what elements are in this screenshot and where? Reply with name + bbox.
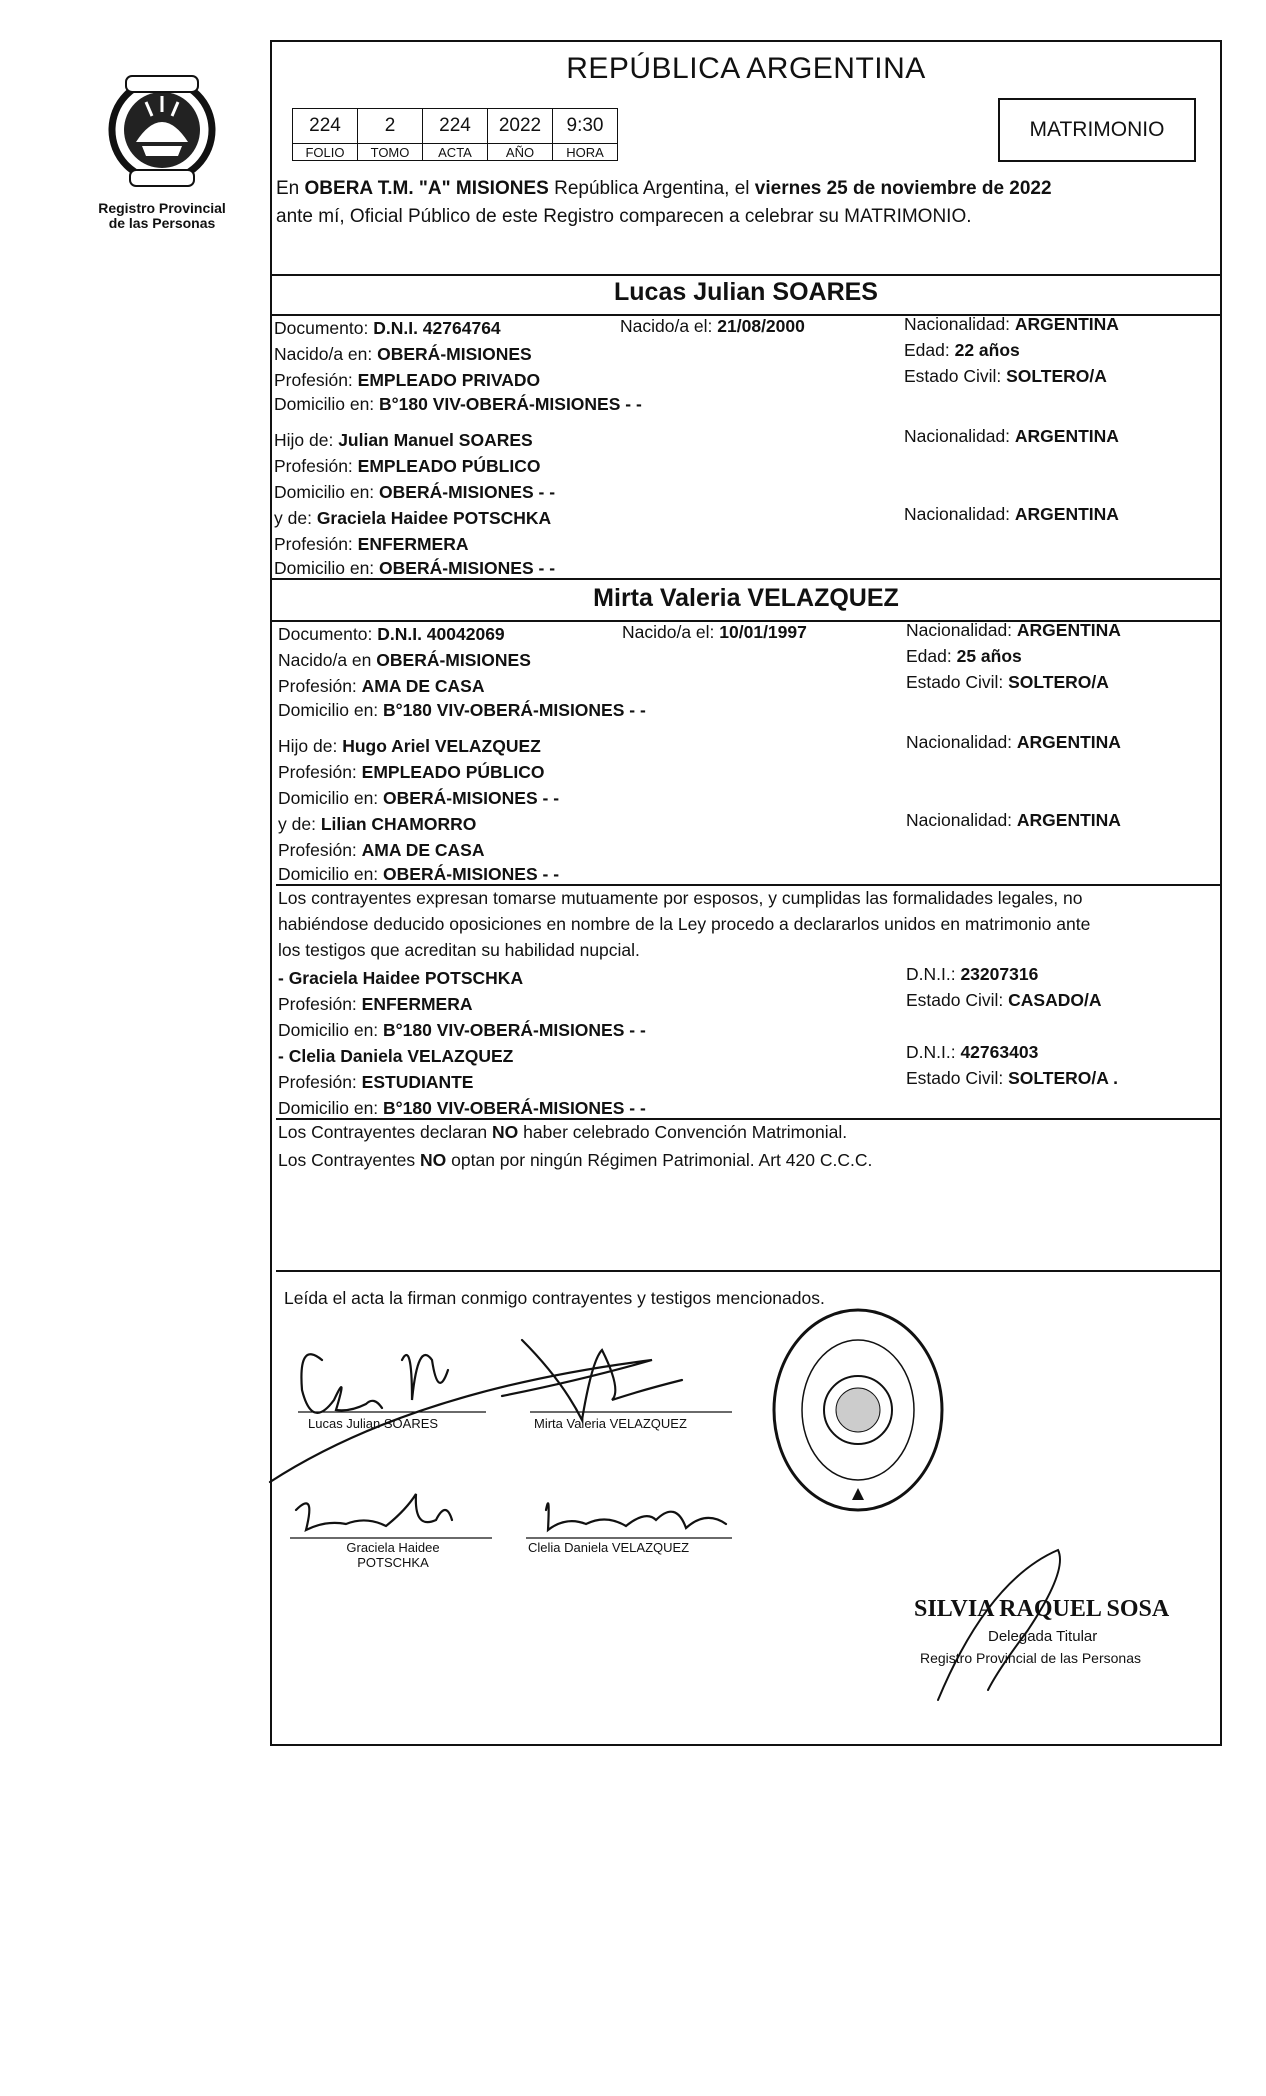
label: Domicilio en: xyxy=(278,864,384,884)
misiones-seal-icon xyxy=(106,72,218,192)
witness-2-signature-icon xyxy=(546,1503,726,1530)
label: Nacionalidad: xyxy=(904,426,1015,446)
value: Julian Manuel SOARES xyxy=(338,430,533,450)
official-signature-icon xyxy=(918,1540,1158,1710)
label: Domicilio en: xyxy=(278,700,384,720)
groom-documento xyxy=(274,318,501,339)
divider xyxy=(270,578,1222,580)
hora-value: 9:30 xyxy=(553,109,618,144)
tomo-label: TOMO xyxy=(358,144,423,161)
groom-mother-nacionalidad xyxy=(904,504,1119,525)
folio-value: 224 xyxy=(293,109,358,144)
bride-profesion xyxy=(278,676,484,697)
text: Los Contrayentes declaran xyxy=(278,1122,493,1142)
bride-father-name xyxy=(278,736,541,757)
groom-father-profesion xyxy=(274,456,540,477)
divider xyxy=(276,1270,1222,1272)
hora-label: HORA xyxy=(553,144,618,161)
value: SOLTERO/A . xyxy=(1008,1068,1118,1088)
label: Nacionalidad: xyxy=(906,620,1017,640)
value: D.N.I. 40042069 xyxy=(377,624,505,644)
value: ARGENTINA xyxy=(1014,426,1119,446)
bride-father-nacionalidad xyxy=(906,732,1121,753)
folio-label: FOLIO xyxy=(293,144,358,161)
bride-signature-name: Mirta Valeria VELAZQUEZ xyxy=(534,1416,687,1431)
declaration-line-1: Los contrayentes expresan tomarse mutuamente por esposos, y cumplidas las formalidades legales, no xyxy=(278,888,1083,908)
groom-signature-stroke-icon xyxy=(402,1355,448,1400)
groom-name: Lucas Julian SOARES xyxy=(614,278,878,306)
registry-logo xyxy=(92,72,232,231)
text-bold: NO xyxy=(420,1150,447,1170)
witness-1-estado-civil xyxy=(906,990,1101,1011)
value: SOLTERO/A xyxy=(1006,366,1107,386)
label: Nacido/a en xyxy=(278,650,377,670)
act-type-box: MATRIMONIO xyxy=(998,98,1196,162)
intro-place: OBERA T.M. "A" MISIONES xyxy=(304,178,549,199)
declaration-line-2: habiéndose deducido oposiciones en nombre de la Ley procedo a declararlos unidos en matrimonio ante xyxy=(278,914,1091,934)
label: Estado Civil: xyxy=(906,672,1009,692)
convention-line-1 xyxy=(278,1122,847,1143)
label: Domicilio en: xyxy=(278,788,384,808)
value: ENFERMERA xyxy=(357,534,469,554)
acta-value: 224 xyxy=(423,109,488,144)
value: Graciela Haidee POTSCHKA xyxy=(316,508,552,528)
bride-domicilio xyxy=(278,700,646,721)
registry-table xyxy=(292,108,618,161)
groom-edad xyxy=(904,340,1020,361)
groom-mother-domicilio xyxy=(274,558,555,579)
label: Hijo de: xyxy=(278,736,343,756)
value: AMA DE CASA xyxy=(361,840,485,860)
groom-domicilio xyxy=(274,394,642,415)
value: AMA DE CASA xyxy=(361,676,485,696)
witness-1-name: - Graciela Haidee POTSCHKA xyxy=(278,968,524,988)
value: OBERÁ-MISIONES - - xyxy=(379,558,556,578)
anio-value: 2022 xyxy=(488,109,553,144)
intro-pre: En xyxy=(276,178,305,199)
value: EMPLEADO PRIVADO xyxy=(357,370,541,390)
label: Nacionalidad: xyxy=(906,810,1017,830)
label: Profesión: xyxy=(274,456,358,476)
groom-mother-name xyxy=(274,508,551,529)
groom-father-domicilio xyxy=(274,482,555,503)
acta-label: ACTA xyxy=(423,144,488,161)
bride-documento xyxy=(278,624,505,645)
label: Domicilio en: xyxy=(274,394,380,414)
value: ESTUDIANTE xyxy=(361,1072,474,1092)
label: Profesión: xyxy=(278,994,362,1014)
label: Nacionalidad: xyxy=(906,732,1017,752)
signatures-scribble xyxy=(262,1300,762,1490)
value: D.N.I. 42764764 xyxy=(373,318,501,338)
value: OBERÁ-MISIONES - - xyxy=(379,482,556,502)
witness-2-estado-civil xyxy=(906,1068,1118,1089)
label: Profesión: xyxy=(274,534,358,554)
value: ENFERMERA xyxy=(361,994,473,1014)
intro-date: viernes 25 de noviembre de 2022 xyxy=(754,178,1052,199)
groom-mother-profesion xyxy=(274,534,469,555)
value: 10/01/1997 xyxy=(719,622,807,642)
label: Profesión: xyxy=(278,762,362,782)
value: ARGENTINA xyxy=(1014,504,1119,524)
logo-line-2: de las Personas xyxy=(108,215,216,231)
value: B°180 VIV-OBERÁ-MISIONES - - xyxy=(383,1020,646,1040)
bride-nacionalidad xyxy=(906,620,1121,641)
groom-nacido-el xyxy=(620,316,805,337)
value: OBERÁ-MISIONES xyxy=(377,344,532,364)
value: B°180 VIV-OBERÁ-MISIONES - - xyxy=(379,394,642,414)
tomo-value: 2 xyxy=(358,109,423,144)
label: Nacido/a el: xyxy=(620,316,718,336)
text: Los Contrayentes xyxy=(278,1150,421,1170)
bride-father-profesion xyxy=(278,762,544,783)
value: 23207316 xyxy=(960,964,1039,984)
intro-mid: República Argentina, el xyxy=(548,178,755,199)
groom-signature-icon xyxy=(301,1354,382,1413)
label: Estado Civil: xyxy=(906,1068,1009,1088)
value: Hugo Ariel VELAZQUEZ xyxy=(342,736,541,756)
intro-line-1 xyxy=(276,178,1052,200)
groom-signature-name: Lucas Julian SOARES xyxy=(308,1416,439,1431)
value: CASADO/A xyxy=(1008,990,1102,1010)
value: ARGENTINA xyxy=(1016,810,1121,830)
value: B°180 VIV-OBERÁ-MISIONES - - xyxy=(383,1098,646,1118)
value: 21/08/2000 xyxy=(717,316,805,336)
label: y de: xyxy=(274,508,317,528)
label: Nacionalidad: xyxy=(904,504,1015,524)
bride-edad xyxy=(906,646,1022,667)
value: 42763403 xyxy=(960,1042,1039,1062)
label: Domicilio en: xyxy=(274,482,380,502)
label: Estado Civil: xyxy=(906,990,1009,1010)
bride-signature-icon xyxy=(522,1340,682,1420)
value: OBERÁ-MISIONES xyxy=(376,650,531,670)
value: 22 años xyxy=(954,340,1020,360)
value: EMPLEADO PÚBLICO xyxy=(357,456,541,476)
witness-1-profesion xyxy=(278,994,473,1015)
convention-line-2 xyxy=(278,1150,872,1171)
text: haber celebrado Convención Matrimonial. xyxy=(518,1122,848,1142)
closing-text: Leída el acta la firman conmigo contrayentes y testigos mencionados. xyxy=(284,1288,825,1308)
label: Profesión: xyxy=(274,370,358,390)
bride-nacido-en xyxy=(278,650,531,671)
witness-1-dni xyxy=(906,964,1038,985)
declaration-line-3: los testigos que acreditan su habilidad nupcial. xyxy=(278,940,640,960)
label: Profesión: xyxy=(278,676,362,696)
value: B°180 VIV-OBERÁ-MISIONES - - xyxy=(383,700,646,720)
logo-line-1: Registro Provincial xyxy=(98,200,226,216)
value: ARGENTINA xyxy=(1016,732,1121,752)
label: Estado Civil: xyxy=(904,366,1007,386)
intro-line-2: ante mí, Oficial Público de este Registro comparecen a celebrar su MATRIMONIO. xyxy=(276,206,972,227)
witness-2-signature-name: Clelia Daniela VELAZQUEZ xyxy=(528,1540,690,1555)
official-org: Registro Provincial de las Personas xyxy=(920,1650,1141,1666)
value: ARGENTINA xyxy=(1014,314,1119,334)
official-stamp-icon xyxy=(768,1300,948,1530)
label: Hijo de: xyxy=(274,430,339,450)
witness-1-signature-name xyxy=(338,1540,448,1570)
divider xyxy=(276,1118,1222,1120)
witness-1-domicilio xyxy=(278,1020,646,1041)
groom-father-name xyxy=(274,430,533,451)
bride-mother-profesion xyxy=(278,840,484,861)
label: Domicilio en: xyxy=(274,558,380,578)
label: Domicilio en: xyxy=(278,1098,384,1118)
groom-nacionalidad xyxy=(904,314,1119,335)
label: Nacido/a en: xyxy=(274,344,378,364)
witness-2-domicilio xyxy=(278,1098,646,1119)
label: Documento: xyxy=(278,624,378,644)
label: Nacionalidad: xyxy=(904,314,1015,334)
official-role: Delegada Titular xyxy=(988,1628,1098,1645)
label: Documento: xyxy=(274,318,374,338)
groom-profesion xyxy=(274,370,540,391)
value: EMPLEADO PÚBLICO xyxy=(361,762,545,782)
text-bold: NO xyxy=(492,1122,519,1142)
logo-caption xyxy=(92,201,232,231)
label: Domicilio en: xyxy=(278,1020,384,1040)
value: Lilian CHAMORRO xyxy=(320,814,477,834)
groom-nacido-en xyxy=(274,344,532,365)
label: Profesión: xyxy=(278,840,362,860)
witness-2-name: - Clelia Daniela VELAZQUEZ xyxy=(278,1046,514,1066)
groom-father-nacionalidad xyxy=(904,426,1119,447)
value: SOLTERO/A xyxy=(1008,672,1109,692)
bride-mother-domicilio xyxy=(278,864,559,885)
bride-mother-name xyxy=(278,814,476,835)
document-title: REPÚBLICA ARGENTINA xyxy=(566,52,926,85)
bride-mother-nacionalidad xyxy=(906,810,1121,831)
label: Nacido/a el: xyxy=(622,622,720,642)
witness-1-signature-icon xyxy=(296,1494,452,1530)
bride-father-domicilio xyxy=(278,788,559,809)
text: optan por ningún Régimen Patrimonial. Art 420 C.C.C. xyxy=(446,1150,873,1170)
value: OBERÁ-MISIONES - - xyxy=(383,864,560,884)
witness-2-dni xyxy=(906,1042,1038,1063)
label: Edad: xyxy=(906,646,957,666)
value: 25 años xyxy=(956,646,1022,666)
label: Profesión: xyxy=(278,1072,362,1092)
groom-estado-civil xyxy=(904,366,1107,387)
witness-1-sig-line-2: POTSCHKA xyxy=(357,1555,429,1570)
bride-name: Mirta Valeria VELAZQUEZ xyxy=(593,584,899,612)
label: D.N.I.: xyxy=(906,1042,961,1062)
official-name: SILVIA RAQUEL SOSA xyxy=(914,1596,1170,1622)
witness-2-profesion xyxy=(278,1072,473,1093)
bride-nacido-el xyxy=(622,622,807,643)
value: ARGENTINA xyxy=(1016,620,1121,640)
label: Edad: xyxy=(904,340,955,360)
value: OBERÁ-MISIONES - - xyxy=(383,788,560,808)
divider xyxy=(276,884,1222,886)
bride-estado-civil xyxy=(906,672,1109,693)
label: D.N.I.: xyxy=(906,964,961,984)
divider xyxy=(270,274,1222,276)
witness-1-sig-line-1: Graciela Haidee xyxy=(346,1540,440,1555)
label: y de: xyxy=(278,814,321,834)
anio-label: AÑO xyxy=(488,144,553,161)
